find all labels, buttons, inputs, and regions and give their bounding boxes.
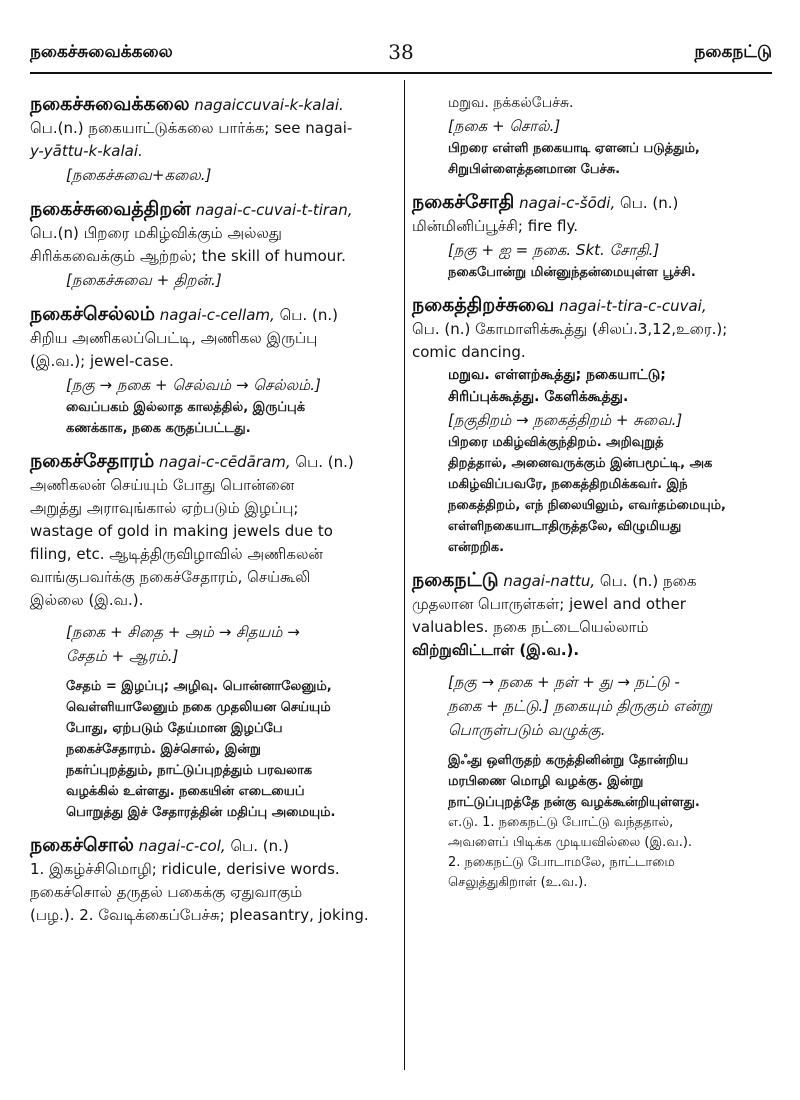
synonyms: மறுவ. நக்கல்பேச்சு.: [448, 95, 574, 111]
right-column: [412, 92, 774, 903]
headword: நகைச்சோதி: [412, 191, 515, 213]
etymology: [நகை + சொல்.]: [448, 117, 561, 135]
headword: நகைச்சுவைத்திறன்: [30, 198, 191, 220]
column-divider: [404, 80, 405, 1070]
headword: நகைச்சொல்: [30, 834, 134, 856]
etymology: [நகுதிறம் → நகைத்திறம் + சுவை.]: [448, 411, 683, 429]
note-line: திறத்தால், அனைவருக்கும் இன்பமூட்டி, அக: [448, 456, 713, 471]
etymology: [30, 620, 392, 668]
entry-nagai-c-cellam: [30, 302, 392, 439]
definition-line: (இ.வ.); jewel-case.: [30, 352, 174, 370]
etymology-line: பொருள்படும் வழுக்கு.: [448, 721, 606, 739]
etymology: [நகு + ஐ = நகை. Skt. சோதி.]: [448, 241, 660, 259]
etymology-line: நகை + நட்டு.] நகையும் திருகும் என்று: [448, 697, 713, 715]
definition-line: நகைச்சொல் தருதல் பகைக்கு ஏதுவாகும்: [30, 883, 303, 901]
note-line: நகைபோன்று மின்னுந்தன்மையுள்ள பூச்சி.: [448, 265, 696, 280]
example-line: செலுத்துகிறாள் (உ.வ.).: [448, 875, 588, 890]
note-line: நாட்டுப்புறத்தே நன்கு வழக்கூன்றியுள்ளது.: [448, 795, 700, 810]
part-of-speech: பெ. (n.): [620, 194, 679, 212]
note-line: வெள்ளியாலேனும் நகை முதலியன செய்யும்: [66, 700, 331, 715]
note-line: எள்ளிநகையாடாதிருத்தலே, விழுமியது: [448, 519, 682, 534]
etymology-line: [நகு → நகை + நள் + து → நட்டு -: [448, 673, 680, 691]
definition-line: valuables. நகை நட்டையெல்லாம்: [412, 618, 649, 636]
entry-nagai-c-col-continued: [412, 92, 774, 180]
etymology-line: சேதம் + ஆரம்.]: [66, 647, 179, 665]
entry-nagaiccuvai-k-kalai: [30, 92, 392, 187]
note-line: நகர்ப்புறத்தும், நாட்டுப்புறத்தும் பரவலாக: [66, 763, 313, 778]
note-line: மகிழ்விப்பவரே, நகைத்திறமிக்கவர். இந்: [448, 477, 688, 492]
transliteration: nagai-c-cuvai-t-tiran,: [195, 201, 353, 219]
definition-line: பெ.(n.) நகையாட்டுக்கலை பார்க்க; see nagai-: [30, 119, 353, 137]
example-line: எ.டு. 1. நகைநட்டு போட்டு வந்ததால்,: [448, 815, 674, 830]
page-number: 38: [388, 40, 414, 64]
example-line: அவளைப் பிடிக்க முடியவில்லை (இ.வ.).: [448, 835, 693, 850]
definition-line: 1. இகழ்ச்சிமொழி; ridicule, derisive words.: [30, 860, 340, 878]
etymology: [நகைச்சுவை + திறன்.]: [66, 271, 222, 289]
entry-nagai-c-cedaram: [30, 449, 392, 823]
entry-nagai-c-sodi: [412, 190, 774, 283]
transliteration: nagai-c-šōdi,: [519, 194, 616, 212]
entry-nagai-c-col: [30, 833, 392, 927]
transliteration: nagaiccuvai-k-kalai.: [194, 96, 344, 114]
page-header: [30, 34, 772, 70]
transliteration: nagai-c-cēdāram,: [159, 453, 291, 471]
note-line: பிறரை மகிழ்விக்குந்திறம். அறிவுறுத்: [448, 435, 664, 450]
definition-line: பெ.(n) பிறரை மகிழ்விக்கும் அல்லது: [30, 224, 282, 242]
definition-line: wastage of gold in making jewels due to: [30, 522, 333, 540]
entry-nagai-nattu: [412, 568, 774, 893]
headword: நகைநட்டு: [412, 569, 499, 591]
definition-line: சிறிய அணிகலப்பெட்டி, அணிகல இருப்பு: [30, 329, 318, 347]
definition-line: முதலான பொருள்கள்; jewel and other: [412, 595, 686, 613]
running-head-left: நகைச்சுவைக்கலை: [30, 42, 173, 62]
part-of-speech: பெ. (n.): [279, 306, 338, 324]
note-line: என்றறிக.: [448, 540, 505, 555]
note-line: நகைச்சேதாரம். இச்சொல், இன்று: [66, 742, 261, 757]
headword: நகைத்திறச்சுவை: [412, 294, 555, 316]
entry-nagai-c-cuvai-t-tiran: [30, 197, 392, 292]
left-column: [30, 92, 392, 937]
definition-line: மின்மினிப்பூச்சி; fire fly.: [412, 217, 578, 235]
part-of-speech: பெ. (n.) நகை: [599, 572, 697, 590]
definition-line: பெ. (n.) கோமாளிக்கூத்து (சிலப்.3,12,உரை.);: [412, 320, 728, 338]
definition-line: இல்லை (இ.வ.).: [30, 591, 144, 609]
headword: நகைச்சேதாரம்: [30, 450, 155, 472]
headword: நகைச்செல்லம்: [30, 303, 155, 325]
definition-line: வாங்குபவர்க்கு நகைச்சேதாரம், செய்கூலி: [30, 568, 311, 586]
definition-line: விற்றுவிட்டாள் (இ.வ.).: [412, 641, 580, 659]
transliteration: nagai-c-col,: [138, 837, 226, 855]
definition-line: (பழ.). 2. வேடிக்கைப்பேச்சு; pleasantry, joking.: [30, 906, 369, 924]
note-line: மரபிணை மொழி வழக்கு. இன்று: [448, 774, 644, 789]
note-line: பிறரை எள்ளி நகையாடி ஏளனப் படுத்தும்,: [448, 141, 700, 156]
entry-nagai-t-tira-c-cuvai: [412, 293, 774, 558]
note-line: போது, ஏற்படும் தேய்மான இழப்பே: [66, 721, 283, 736]
etymology-line: [நகை + சிதை + அம் → சிதயம் →: [66, 623, 300, 641]
definition-line: அறுத்து அராவுங்கால் ஏற்படும் இழப்பு;: [30, 499, 299, 517]
etymology: [நகு → நகை + செல்வம் → செல்லம்.]: [66, 376, 321, 394]
note-line: இஃது ஒளிருதற் கருத்தினின்று தோன்றிய: [448, 753, 689, 768]
note-line: நகைத்திறம், எந் நிலையிலும், எவர்தம்மையும்,: [448, 498, 726, 513]
synonyms: சிரிப்புக்கூத்து. கேளிக்கூத்து.: [448, 389, 629, 405]
note-line: வழக்கில் உள்ளது. நகையின் எடையைப்: [66, 784, 305, 799]
example-line: 2. நகைநட்டு போடாமலே, நாட்டாமை: [448, 855, 675, 870]
part-of-speech: பெ. (n.): [230, 837, 289, 855]
etymology: [நகைச்சுவை+கலை.]: [66, 166, 212, 184]
definition-line: y-yāttu-k-kalai.: [30, 142, 143, 160]
part-of-speech: பெ. (n.): [295, 453, 354, 471]
note-line: கணக்காக, நகை கருதப்பட்டது.: [66, 421, 251, 436]
transliteration: nagai-c-cellam,: [159, 306, 275, 324]
note-line: பொறுத்து இச் சேதாரத்தின் மதிப்பு அமையும்.: [66, 805, 336, 820]
synonyms: மறுவ. எள்ளற்கூத்து; நகையாட்டு;: [448, 367, 666, 383]
definition-line: சிரிக்கவைக்கும் ஆற்றல்; the skill of humour.: [30, 247, 346, 265]
headword: நகைச்சுவைக்கலை: [30, 93, 190, 115]
etymology: [412, 670, 774, 742]
definition-line: comic dancing.: [412, 343, 526, 361]
transliteration: nagai-t-tira-c-cuvai,: [559, 297, 707, 315]
note-line: சேதம் = இழப்பு; அழிவு. பொன்னாலேனும்,: [66, 679, 332, 694]
note-line: சிறுபிள்ளைத்தனமான பேச்சு.: [448, 162, 621, 177]
definition-line: அணிகலன் செய்யும் போது பொன்னை: [30, 476, 295, 494]
transliteration: nagai-nattu,: [503, 572, 596, 590]
definition-line: filing, etc. ஆடித்திருவிழாவில் அணிகலன்: [30, 545, 323, 563]
note-line: வைப்பகம் இல்லாத காலத்தில், இருப்புக்: [66, 400, 306, 415]
header-rule: [30, 72, 772, 74]
running-head-right: நகைநட்டு: [694, 42, 772, 62]
